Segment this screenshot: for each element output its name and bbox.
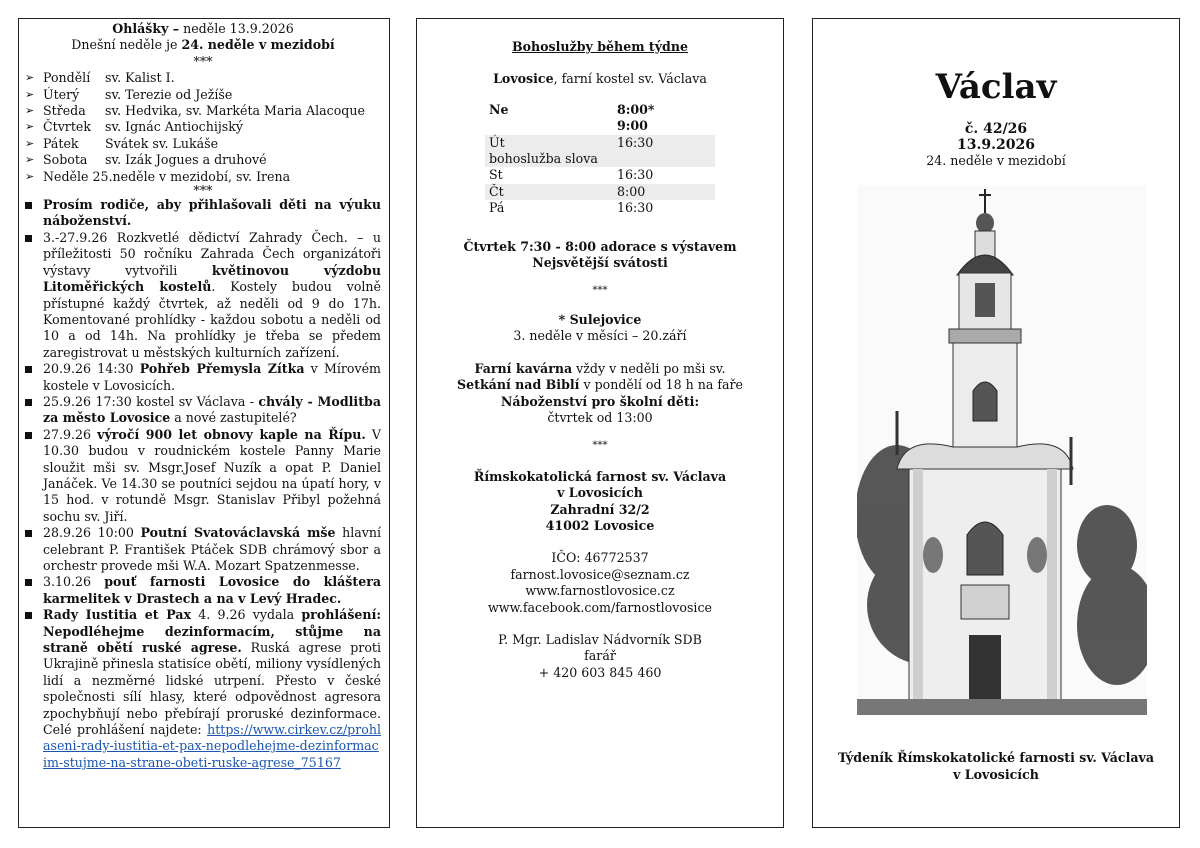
- saints-list-item: [25, 119, 381, 135]
- cafe-label: Farní kavárna: [474, 360, 573, 376]
- parish-address-line: Římskokatolická farnost sv. Václava: [473, 468, 727, 484]
- schedule-time: 16:30: [617, 200, 654, 216]
- announcement-highlight: Poutní Svatováclavská mše: [140, 525, 336, 541]
- cover-panel: [812, 18, 1180, 828]
- schedule-time: 8:00: [613, 184, 715, 200]
- announcement-text: 4. 9.26 vydala: [191, 607, 302, 623]
- schedule-day: Pá: [489, 200, 505, 216]
- day-name: Pátek: [43, 135, 79, 151]
- bible-label: Setkání nad Biblí: [457, 377, 580, 393]
- announcements-panel: [18, 18, 390, 828]
- separator: ***: [592, 285, 608, 297]
- bullet-icon: [25, 361, 43, 377]
- priest-name: P. Mgr. Ladislav Nádvorník SDB: [498, 631, 702, 647]
- sunday-saint: Neděle 25.neděle v mezidobí, sv. Irena: [43, 168, 291, 184]
- parish-address-line: Zahradní 32/2: [550, 501, 650, 517]
- bullet-icon: [25, 230, 43, 246]
- sulejovice-note: 3. neděle v měsíci – 20.září: [513, 328, 687, 344]
- separator: ***: [592, 440, 608, 452]
- arrow-icon: ➢: [25, 120, 35, 134]
- announcement-item: [25, 574, 381, 607]
- sunday-prefix: Dnešní neděle je: [71, 37, 182, 53]
- schedule-day: St: [489, 167, 503, 183]
- issue-date: 13.9.2026: [957, 137, 1035, 153]
- schedule-day: Čt: [485, 184, 613, 200]
- schedule-row: [485, 167, 715, 183]
- website: www.farnostlovosice.cz: [525, 583, 675, 599]
- church-town: Lovosice: [493, 71, 554, 87]
- announcement-highlight: květinovou výzdobu Litoměřických kostelů: [43, 262, 381, 295]
- sunday-line: [25, 37, 381, 53]
- schedule-row: [485, 118, 715, 134]
- announcement-text: 3.10.26: [43, 574, 105, 590]
- schedule-day: Út: [485, 135, 613, 151]
- parish-address-line: 41002 Lovosice: [545, 517, 655, 533]
- schedule-day: bohoslužba slova: [485, 151, 613, 167]
- announcement-text: V 10.30 budou v roudnickém kostele Panny Marie sloužit mši sv. Msgr.Josef Nuzík a opat P. Daniel Janáček. Ve 14.30 se poutníci sejdou na úpatí hory, v 15 hod. v rotundě Msgr. Stanislav Přibyl požehná sochu sv. Jiří.: [43, 426, 381, 524]
- bullet-icon: [25, 197, 43, 213]
- sulejovice-heading: * Sulejovice: [558, 311, 642, 327]
- announcement-text: Prosím rodiče, aby přihlašovali děti na výuku náboženství.: [43, 197, 381, 229]
- announcement-text: 28.9.26 10:00: [43, 525, 141, 541]
- separator: ***: [193, 53, 213, 69]
- announcement-text: 27.9.26: [43, 426, 98, 442]
- saints-list-item: [25, 136, 381, 152]
- arrow-icon: ➢: [25, 71, 35, 85]
- schedule-day: [485, 118, 613, 134]
- schedule-day: Ne: [489, 101, 509, 117]
- announcement-highlight: chvály - Modlitba za město Lovosice: [43, 393, 381, 426]
- announcement-text: 20.9.26 14:30: [43, 361, 140, 377]
- schedule-row: [485, 135, 715, 151]
- schedule-row: [485, 184, 715, 200]
- church-drawing: [857, 185, 1147, 715]
- adoration-line: Nejsvětější svátosti: [532, 255, 668, 271]
- schedule-row: [485, 151, 715, 167]
- schedule-row: [485, 102, 715, 118]
- announcement-text: Ruská agrese proti Ukrajině přinesla statisíce obětí, miliony vysídlených lidí a nezměrné lidské utrpení. Přesto v české společnosti sílí hlasy, které odpovědnost agresora zpochybňují nebo přebírají proruské dezinformace. Celé prohlášení najdete:: [43, 640, 381, 738]
- saint-name: sv. Terezie od Ježíše: [105, 86, 233, 102]
- announcements-date: neděle 13.9.2026: [179, 21, 294, 36]
- schedule-table: [485, 102, 715, 217]
- church-name: , farní kostel sv. Václava: [553, 71, 707, 87]
- saint-name: sv. Kalist I.: [105, 70, 175, 86]
- schedule-time: 8:00*: [617, 101, 655, 117]
- statement-link[interactable]: https://www.cirkev.cz/prohlaseni-rady-iustitia-et-pax-nepodlehejme-dezinformacim-stujme-na-strane-obeti-ruske-agrese_75167: [43, 722, 381, 770]
- day-name: Sobota: [43, 152, 88, 168]
- announcement-highlight: Pohřeb Přemysla Zítka: [139, 361, 305, 377]
- saint-name: sv. Hedvika, sv. Markéta Maria Alacoque: [105, 103, 365, 119]
- sunday-name: 24. neděle v mezidobí: [181, 37, 335, 53]
- announcement-highlight: prohlášení: Nepodléhejme dezinformacím, stůjme na straně obětí ruské agrese.: [43, 607, 382, 656]
- announcement-highlight: Rady Iustitia et Pax: [43, 607, 192, 623]
- day-name: Středa: [43, 103, 86, 119]
- newsletter-title: Václav: [935, 67, 1057, 107]
- parish-address: [417, 469, 783, 535]
- separator: ***: [193, 183, 213, 199]
- announcement-item: [25, 394, 381, 427]
- announcement-item: [25, 361, 381, 394]
- saint-name: sv. Izák Jogues a druhové: [105, 152, 267, 168]
- schedule-row: [485, 200, 715, 216]
- day-name: Úterý: [43, 86, 80, 102]
- bullet-icon: [25, 427, 43, 443]
- saints-list-item: [25, 70, 381, 86]
- announcements-title: Ohlášky –: [112, 21, 180, 36]
- announcement-text: 3.-27.9.26 Rozkvetlé dědictví Zahrady Čech. – u příležitosti 50 ročníku Zahrada Čech organizátoři výstavy vytvořili: [43, 229, 381, 278]
- announcement-highlight: výročí 900 let obnovy kaple na Řípu.: [97, 426, 366, 442]
- bullet-icon: [25, 607, 43, 623]
- arrow-icon: ➢: [25, 136, 35, 150]
- saint-name: Svátek sv. Lukáše: [105, 135, 219, 151]
- announcements-header: [25, 21, 381, 37]
- announcement-text: a nové zastupitelé?: [170, 410, 297, 426]
- schedule-time: [613, 151, 715, 167]
- footer-publisher: Týdeník Římskokatolické farnosti sv. Václava: [837, 750, 1155, 765]
- adoration-line: Čtvrtek 7:30 - 8:00 adorace s výstavem: [463, 238, 737, 254]
- schedule-time: 16:30: [613, 135, 715, 151]
- cafe-note: vždy v neděli po mši sv.: [572, 360, 726, 376]
- saints-list: [25, 70, 381, 168]
- services-heading: Bohoslužby během týdne: [511, 39, 689, 54]
- issue-sunday: 24. neděle v mezidobí: [926, 153, 1066, 168]
- phone: + 420 603 845 460: [538, 664, 662, 680]
- ico: IČO: 46772537: [551, 550, 649, 566]
- services-panel: [416, 18, 784, 828]
- arrow-icon: ➢: [25, 169, 35, 183]
- announcement-item: [25, 230, 381, 361]
- saints-list-item: [25, 103, 381, 119]
- announcement-text: 25.9.26 17:30 kostel sv Václava -: [43, 393, 259, 409]
- arrow-icon: ➢: [25, 87, 35, 101]
- priest-role: farář: [584, 648, 616, 664]
- saints-list-item: [25, 152, 381, 168]
- arrow-icon: ➢: [25, 104, 35, 118]
- bullet-icon: [25, 394, 43, 410]
- announcement-item: [25, 607, 381, 771]
- bullet-icon: [25, 525, 43, 541]
- announcement-item: [25, 427, 381, 525]
- schedule-time: 9:00: [617, 118, 648, 134]
- announcement-text: v Mírovém kostele v Lovosicích.: [43, 361, 381, 393]
- schedule-time: 16:30: [617, 167, 654, 183]
- arrow-icon: ➢: [25, 153, 35, 167]
- parish-address-line: v Lovosicích: [557, 485, 643, 501]
- footer-town: v Lovosicích: [953, 767, 1039, 782]
- facebook: www.facebook.com/farnostlovosice: [488, 599, 712, 615]
- announcement-text: hlavní celebrant P. František Ptáček SDB chrámový sbor a orchestr provede mši W.A. Mozart Spatzenmesse.: [43, 525, 381, 573]
- issue-number: č. 42/26: [964, 121, 1028, 137]
- announcement-item: [25, 197, 381, 230]
- announcement-highlight: pouť farnosti Lovosice do kláštera karmelitek v Drastech a na v Levý Hradec.: [43, 574, 381, 606]
- saints-list-item: [25, 87, 381, 103]
- announcement-text: . Kostely budou volně přístupné každý čtvrtek, až neděli od 9 do 17h. Komentované prohlídky - každou sobotu a neděli od 10 a od 14h. Na prohlídky je třeba se předem zaregistrovat u městských kulturních zařízení.: [43, 279, 381, 360]
- school-note: čtvrtek od 13:00: [547, 409, 653, 425]
- bible-note: v pondělí od 18 h na faře: [579, 377, 743, 393]
- email: farnost.lovosice@seznam.cz: [510, 566, 690, 582]
- day-name: Pondělí: [43, 70, 91, 86]
- day-name: Čtvrtek: [43, 119, 91, 135]
- saint-name: sv. Ignác Antiochijský: [105, 119, 243, 135]
- school-label: Náboženství pro školní děti:: [500, 393, 700, 409]
- bullet-icon: [25, 574, 43, 590]
- announcement-item: [25, 525, 381, 574]
